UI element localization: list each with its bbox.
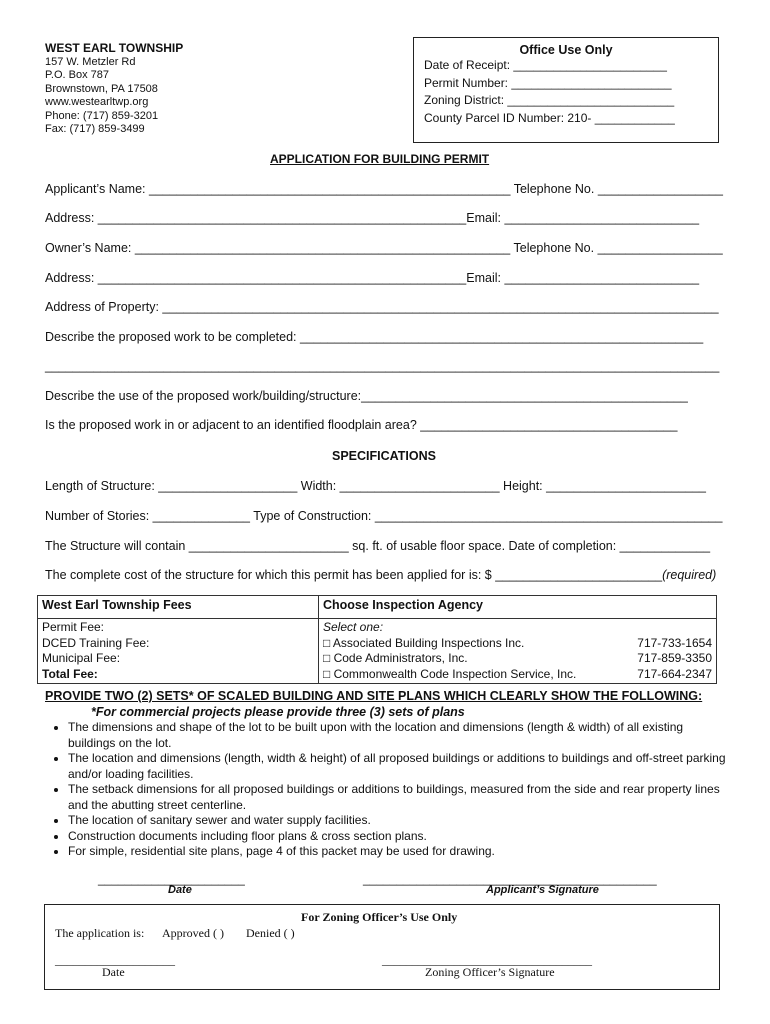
dimensions-field[interactable]: Length of Structure: ____________________ Width: _______________________ Height: _______________________ [45,479,707,493]
zoning-date-line[interactable]: ____________________ [55,953,175,967]
applicant-signature-line[interactable]: ____________________________________________ [363,872,657,886]
form-title: APPLICATION FOR BUILDING PERMIT [270,152,490,166]
list-item: • For simple, residential site plans, page 4 of this packet may be used for drawing. [68,844,728,860]
list-item: • Construction documents including floor plans & cross section plans. [68,829,728,845]
permit-fee-label: Permit Fee: [42,620,105,634]
website-text: www.westearltwp.org [45,96,149,108]
required-note: (required) [662,568,717,582]
specifications-heading: SPECIFICATIONS [332,449,436,463]
applicant-name-field[interactable]: Applicant’s Name: ____________________________________________________ Telephone No. __________________ [45,182,723,196]
office-use-box [413,37,719,143]
office-use-title: Office Use Only [519,43,613,57]
list-item: • The location and dimensions (length, width & height) of all proposed buildings or additions to buildings and off-street parking and/or loading facilities. [68,751,728,782]
date-label: Date [168,884,192,896]
proposed-work-continuation[interactable]: _________________________________________________________________________________________________ [45,359,720,373]
zoning-date-label: Date [102,965,125,979]
floodplain-field[interactable]: Is the proposed work in or adjacent to an identified floodplain area? _____________________________________ [45,418,678,432]
agency-phone: 717-733-1654 [637,635,712,650]
agency-header: Choose Inspection Agency [319,596,717,619]
dced-fee-label: DCED Training Fee: [42,635,150,650]
total-fee-label: Total Fee: [42,666,98,681]
stories-construction-field[interactable]: Number of Stories: ______________ Type of Construction: __________________________________________________ [45,509,723,523]
list-item: • The setback dimensions for all proposed buildings or additions to buildings, measured from the side and rear property lines and the abutting street centerline. [68,782,728,813]
agency-name: □ Code Administrators, Inc. [323,651,468,665]
use-description-field[interactable]: Describe the use of the proposed work/building/structure:_______________________________________________ [45,389,688,403]
parcel-id-field[interactable]: County Parcel ID Number: 210- ____________ [424,110,675,125]
denied-checkbox[interactable]: Denied ( ) [246,926,295,940]
address-line: P.O. Box 787 [45,69,110,81]
approved-checkbox[interactable]: Approved ( ) [162,926,224,940]
zoning-title: For Zoning Officer’s Use Only [301,910,458,924]
list-item: • The location of sanitary sewer and water supply facilities. [68,813,728,829]
list-item: • The dimensions and shape of the lot to be built upon with the location and dimensions (length & width) of all existing buildings on the lot. [68,720,728,751]
fees-header: West Earl Township Fees [38,596,319,619]
agency-option[interactable] [323,667,712,683]
agency-option[interactable] [323,651,712,667]
owner-address-field[interactable]: Address: _____________________________________________________Email: ____________________________ [45,271,700,285]
fax-text: Fax: (717) 859-3499 [45,123,145,135]
date-signature-line[interactable]: ______________________ [98,872,245,886]
zoning-signature-line[interactable]: ___________________________________ [382,953,592,967]
agency-name: □ Associated Building Inspections Inc. [323,635,525,650]
agency-phone: 717-859-3350 [637,651,712,665]
zoning-officer-box [44,904,720,990]
cost-label: The complete cost of the structure for which this permit has been applied for is: $ ________________________ [45,568,663,582]
zoning-district-field[interactable]: Zoning District: _________________________ [424,93,675,107]
date-of-receipt-field[interactable]: Date of Receipt: _______________________ [424,58,667,72]
phone-text: Phone: (717) 859-3201 [45,109,159,122]
township-address-block [45,42,183,137]
fees-table [37,595,717,684]
property-address-field[interactable]: Address of Property: ________________________________________________________________________________ [45,300,719,314]
application-status-label: The application is: [55,926,145,940]
township-name: WEST EARL TOWNSHIP [45,41,184,55]
agency-phone: 717-664-2347 [637,666,712,681]
plans-list [46,720,728,860]
applicant-signature-label: Applicant’s Signature [486,884,599,896]
applicant-address-field[interactable]: Address: _____________________________________________________Email: ____________________________ [45,211,700,225]
owner-name-field[interactable]: Owner’s Name: ______________________________________________________ Telephone No. __________________ [45,241,723,255]
zoning-signature-label: Zoning Officer’s Signature [425,965,555,979]
municipal-fee-label: Municipal Fee: [42,651,121,665]
select-one-label: Select one: [323,620,384,634]
address-line: Brownstown, PA 17508 [45,82,158,95]
permit-number-field[interactable]: Permit Number: ________________________ [424,75,672,90]
commercial-note: *For commercial projects please provide three (3) sets of plans [91,705,465,719]
agency-name: □ Commonwealth Code Inspection Service, Inc. [323,666,577,681]
proposed-work-field[interactable]: Describe the proposed work to be completed: __________________________________________________________ [45,330,704,344]
agency-option[interactable] [323,636,712,652]
address-line: 157 W. Metzler Rd [45,55,136,68]
plans-heading: PROVIDE TWO (2) SETS* OF SCALED BUILDING AND SITE PLANS WHICH CLEARLY SHOW THE FOLLOWING: [45,689,703,703]
cost-field[interactable] [45,568,716,582]
floor-space-field[interactable]: The Structure will contain _______________________ sq. ft. of usable floor space. Date of completion: _____________ [45,539,711,553]
